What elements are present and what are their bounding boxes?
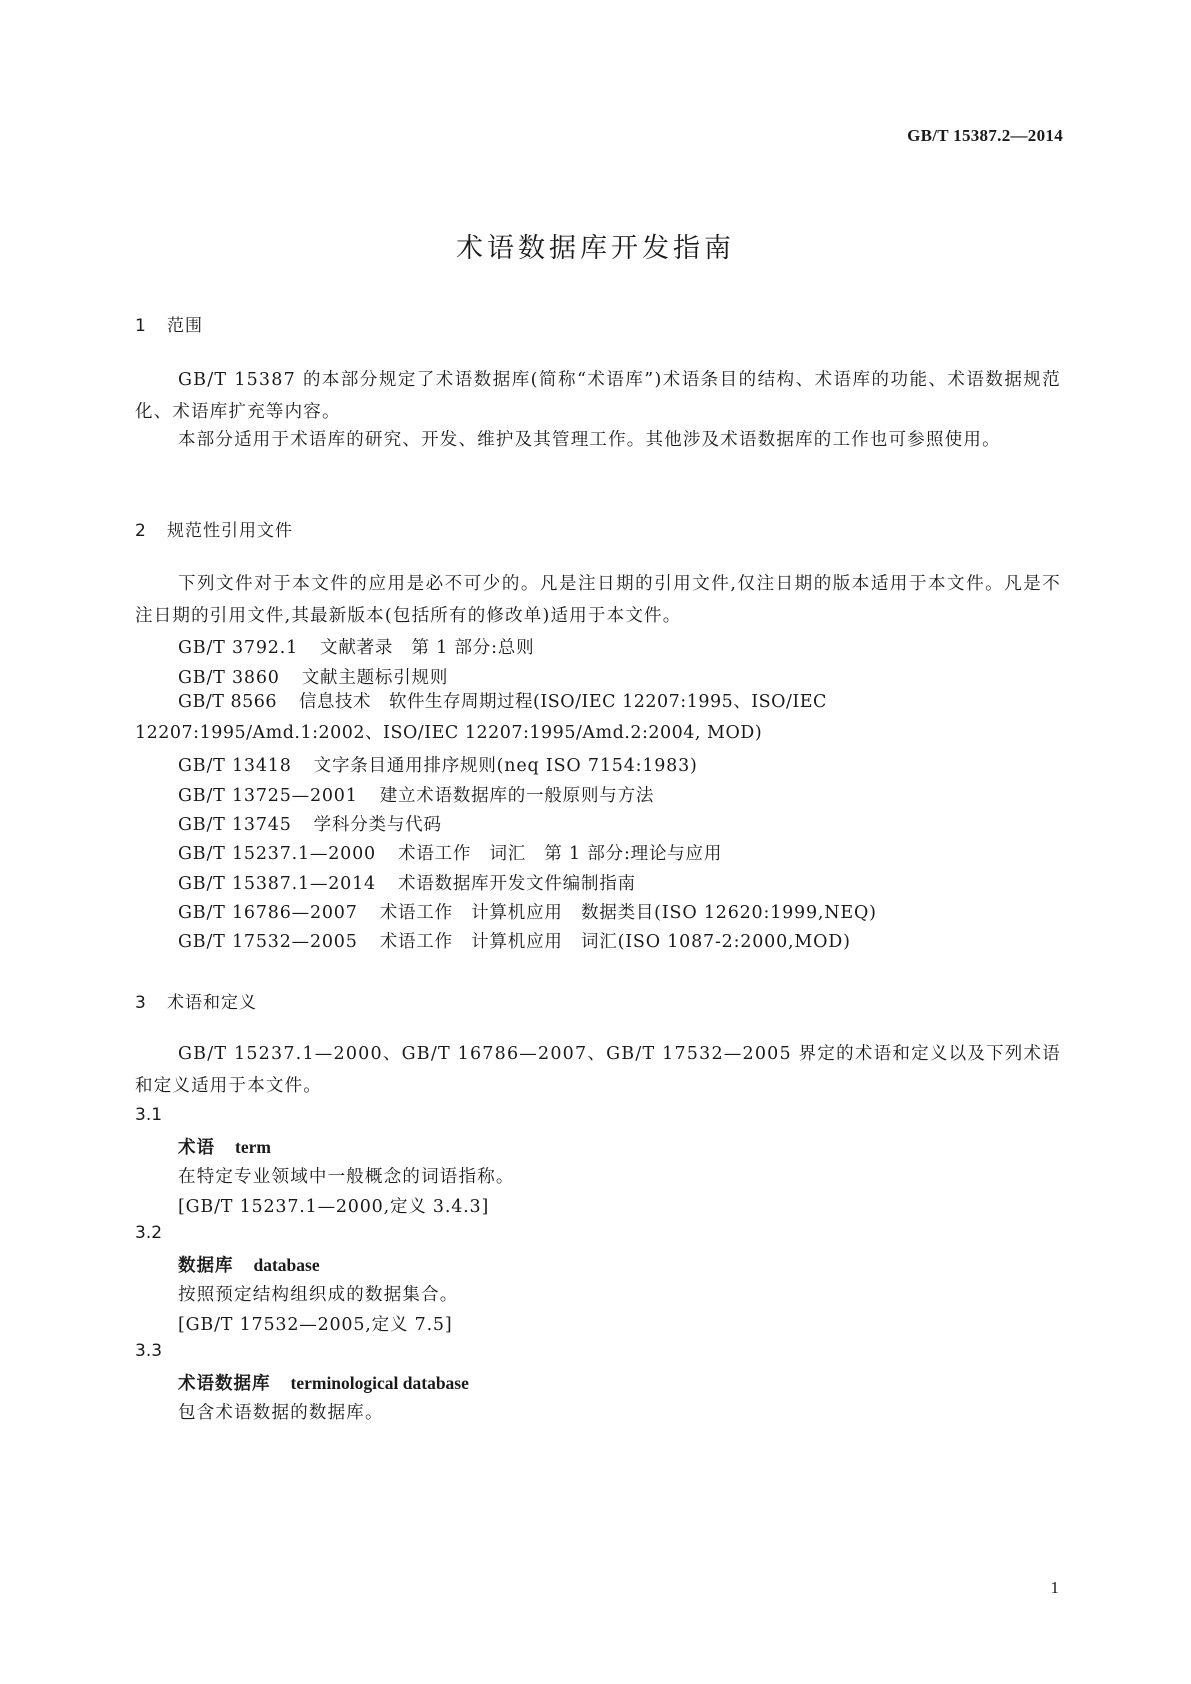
term-zh: 术语数据库 [178, 1374, 271, 1394]
reference-title: 学科分类与代码 [313, 815, 442, 835]
section-3-heading [135, 988, 257, 1013]
term-definition: 包含术语数据的数据库。 [178, 1403, 384, 1423]
reference-code: GB/T 17532—2005 [178, 932, 358, 952]
term-zh: 数据库 [178, 1256, 234, 1276]
reference-item [178, 899, 877, 924]
section-number: 2 [135, 521, 147, 541]
standard-code: GB/T 15387.2—2014 [907, 126, 1063, 145]
reference-code: GB/T 13418 [178, 756, 292, 776]
term-source: [GB/T 17532—2005,定义 7.5] [178, 1315, 453, 1335]
page-number: 1 [1050, 1578, 1059, 1597]
reference-title: 术语工作 词汇 第 1 部分:理论与应用 [397, 844, 723, 864]
reference-item [178, 634, 534, 659]
term-definition: 按照预定结构组织成的数据集合。 [178, 1285, 459, 1305]
section-title: 范围 [167, 316, 203, 336]
reference-item [178, 840, 722, 865]
reference-title: 文字条目通用排序规则(neq ISO 7154:1983) [313, 756, 698, 776]
clause-number: 3.3 [135, 1341, 163, 1361]
term-definition: 在特定专业领域中一般概念的词语指称。 [178, 1167, 515, 1187]
section-2-heading [135, 516, 293, 541]
term-en: database [253, 1255, 320, 1275]
reference-item [178, 752, 698, 777]
term-entry [178, 1134, 271, 1159]
reference-code: GB/T 3860 [178, 668, 280, 688]
reference-title: 术语工作 计算机应用 数据类目(ISO 12620:1999,NEQ) [379, 903, 877, 923]
reference-code: GB/T 13745 [178, 815, 292, 835]
reference-item [178, 664, 448, 689]
references-intro: 下列文件对于本文件的应用是必不可少的。凡是注日期的引用文件,仅注日期的版本适用于本文件。凡是不注日期的引用文件,其最新版本(包括所有的修改单)适用于本文件。 [135, 574, 1061, 626]
scope-paragraph-2: 本部分适用于术语库的研究、开发、维护及其管理工作。其他涉及术语数据库的工作也可参照使用。 [178, 430, 1001, 450]
reference-code: GB/T 16786—2007 [178, 903, 358, 923]
term-entry [178, 1252, 320, 1277]
term-zh: 术语 [178, 1138, 215, 1158]
reference-code: GB/T 15237.1—2000 [178, 844, 376, 864]
reference-code: GB/T 3792.1 [178, 638, 299, 658]
reference-item [178, 782, 654, 807]
clause-number: 3.1 [135, 1105, 163, 1125]
reference-title: 建立术语数据库的一般原则与方法 [379, 786, 655, 806]
reference-item [135, 687, 1061, 749]
section-1-heading [135, 311, 203, 336]
reference-item [178, 928, 851, 953]
term-source: [GB/T 15237.1—2000,定义 3.4.3] [178, 1197, 490, 1217]
reference-title: 术语工作 计算机应用 词汇(ISO 1087-2:2000,MOD) [379, 932, 851, 952]
reference-item [178, 870, 636, 895]
reference-title: 文献主题标引规则 [301, 668, 449, 688]
term-en: terminological database [290, 1373, 469, 1393]
reference-title: 术语数据库开发文件编制指南 [397, 874, 636, 894]
terms-intro: GB/T 15237.1—2000、GB/T 16786—2007、GB/T 17532—2005 界定的术语和定义以及下列术语和定义适用于本文件。 [135, 1044, 1061, 1096]
reference-title: 文献著录 第 1 部分:总则 [320, 638, 535, 658]
reference-code: GB/T 15387.1—2014 [178, 874, 376, 894]
document-title: 术语数据库开发指南 [456, 233, 735, 264]
section-number: 3 [135, 993, 147, 1013]
scope-paragraph-1: GB/T 15387 的本部分规定了术语数据库(简称“术语库”)术语条目的结构、术语库的功能、术语数据规范化、术语库扩充等内容。 [135, 370, 1061, 422]
section-number: 1 [135, 316, 147, 336]
section-title: 规范性引用文件 [167, 521, 293, 541]
reference-code: GB/T 13725—2001 [178, 786, 358, 806]
term-en: term [235, 1137, 271, 1157]
clause-number: 3.2 [135, 1223, 163, 1243]
reference-title: 信息技术 软件生存周期过程(ISO/IEC 12207:1995、ISO/IEC 12207:1995/Amd.1:2002、ISO/IEC 12207:1995/Amd.2:2004, MOD) [135, 692, 827, 743]
reference-item [178, 811, 442, 836]
term-entry [178, 1370, 469, 1395]
section-title: 术语和定义 [167, 993, 257, 1013]
reference-code: GB/T 8566 [178, 692, 278, 712]
